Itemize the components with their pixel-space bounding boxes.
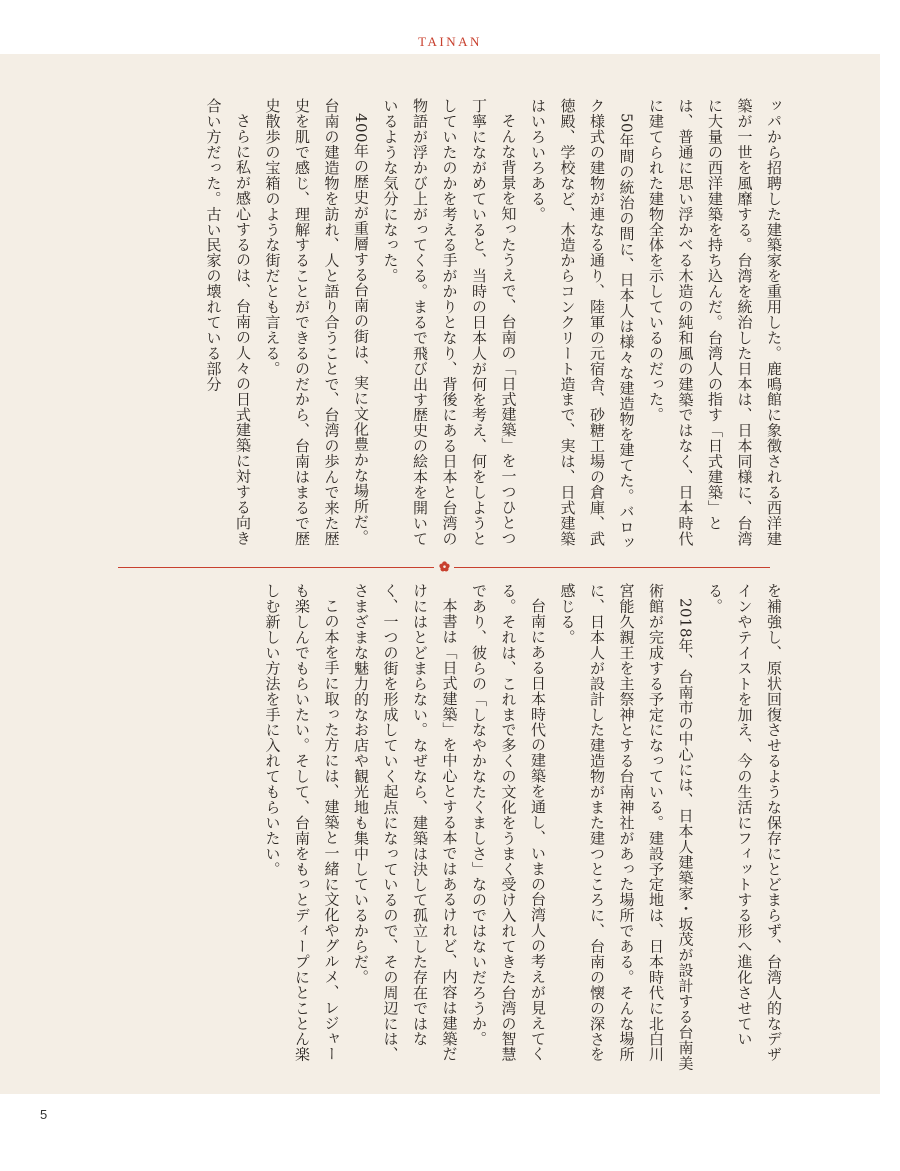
section-divider: [118, 561, 770, 573]
article-paragraph: を補強し、原状回復させるような保存にとどまらず、台湾人的なデザインやテイストを加え、今の生活にフィットする形へ進化させている。: [706, 583, 783, 1062]
divider-line-left: [118, 567, 434, 568]
article-paragraph: そんな背景を知ったうえで、台南の「日式建築」を一つひとつ丁寧にながめていると、当時の日本人が何を考え、何をしようとしていたのかを考える手がかりとなり、背後にある日本と台湾の物語が浮かび上がってくる。まるで飛び出す歴史の絵本を開いているような気分になった。: [381, 98, 518, 547]
running-header: TAINAN: [418, 34, 482, 49]
divider-line-right: [454, 567, 770, 568]
article-paragraph: 台南にある日本時代の建築を通し、いまの台湾人の考えが見えてくる。それは、これまで多くの文化をうまく受け入れてきた台湾の智慧であり、彼らの「しなやかなたくましさ」なのではないだろうか。: [470, 583, 547, 1062]
article-paragraph: この本を手に取った方には、建築と一緒に文化やグルメ、レジャーも楽しんでもらいたい。そして、台南をもっとディープにとことん楽しむ新しい方法を手に入れてもらいたい。: [263, 583, 341, 1062]
article-top-block: [188, 98, 788, 558]
article-paragraph: 50年間の統治の間に、日本人は様々な建造物を建てた。バロック様式の建物が連なる通り、陸軍の元宿舎、砂糖工場の倉庫、武徳殿、学校など、木造からコンクリート造まで、実は、日式建築はいろいろある。: [529, 98, 636, 551]
article-paragraph: 400年の歴史が重層する台南の街は、実に文化豊かな場所だ。台南の建造物を訪れ、人と語り合うことで、台湾の歩んで来た歴史を肌で感じ、理解することができるのだから、台南はまるで歴史散歩の宝箱のような街だとも言える。: [263, 98, 370, 547]
article-paragraph: 本書は「日式建築」を中心とする本ではあるけれど、内容は建築だけにはとどまらない。なぜなら、建築は決して孤立した存在ではなく、一つの街を形成していく起点になっているので、その周辺には、さまざまな魅力的なお店や観光地も集中しているからだ。: [352, 583, 459, 1062]
flower-ornament-icon: [439, 561, 450, 572]
article-bottom-block: [188, 583, 788, 1071]
article-paragraph: さらに私が感心するのは、台南の人々の日式建築に対する向き合い方だった。古い民家の壊れている部分: [204, 98, 252, 546]
article-paragraph: 2018年、台南市の中心には、日本人建築家・坂茂が設計する台南美術館が完成する予定になっている。建設予定地は、日本時代に北白川宮能久親王を主祭神とする台南神社があった場所である。そんな場所に、日本人が設計した建造物がまた建つところに、台南の懐の深さを感じる。: [558, 583, 695, 1071]
article-paragraph: ッパから招聘した建築家を重用した。鹿鳴館に象徴される西洋建築が一世を風靡する。台湾を統治した日本は、日本同様に、台湾に大量の西洋建築を持ち込んだ。台湾人の指す「日式建築」とは、普通に思い浮かべる木造の純和風の建築ではなく、日本時代に建てられた建物全体を示しているのだった。: [647, 98, 783, 547]
page-number: 5: [40, 1107, 48, 1122]
